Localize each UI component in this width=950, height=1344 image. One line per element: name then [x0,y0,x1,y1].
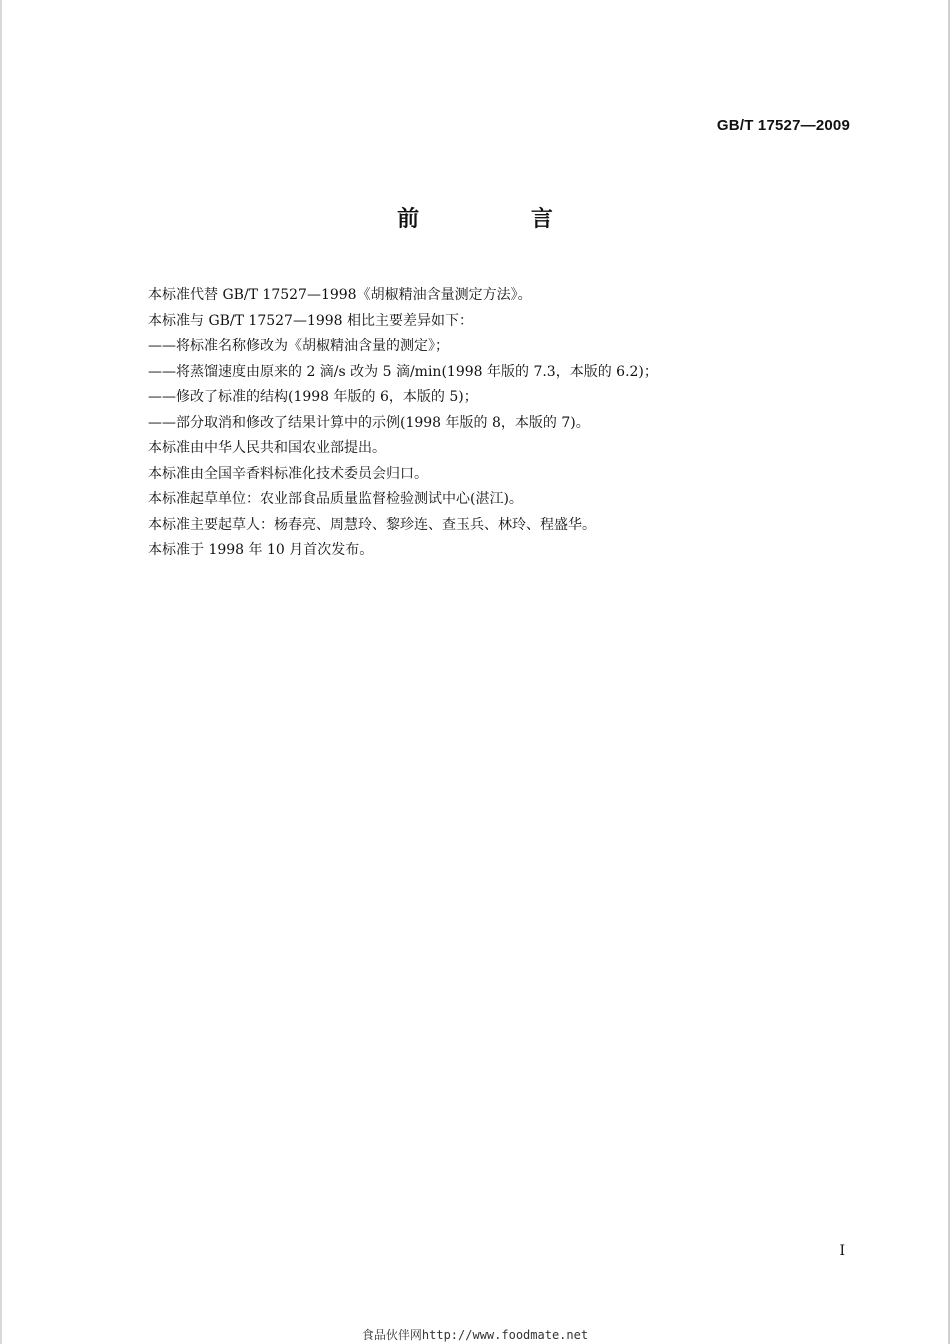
foreword-body [148,283,808,564]
paragraph-proposed-by: 本标准由中华人民共和国农业部提出。 [148,440,386,456]
footer-watermark: 食品伙伴网http://www.foodmate.net [361,1328,589,1342]
list-item-examples: ——部分取消和修改了结果计算中的示例(1998 年版的 8，本版的 7)。 [148,414,590,431]
list-item-title-change: ——将标准名称修改为《胡椒精油含量的测定》； [148,338,449,354]
page-number: I [839,1243,845,1259]
list-item-structure: ——修改了标准的结构(1998 年版的 6，本版的 5)； [148,389,478,405]
paragraph-drafters: 本标准主要起草人：杨春亮、周慧玲、黎珍连、查玉兵、林玲、程盛华。 [148,516,596,533]
list-item-distill-speed: ——将蒸馏速度由原来的 2 滴/s 改为 5 滴/min(1998 年版的 7.3，本版的 6.2)； [148,363,658,380]
paragraph-replaces: 本标准代替 GB/T 17527—1998《胡椒精油含量测定方法》。 [148,287,532,303]
paragraph-managed-by: 本标准由全国辛香料标准化技术委员会归口。 [148,465,428,482]
paragraph-first-issued: 本标准于 1998 年 10 月首次发布。 [148,542,374,558]
section-title: 前 言 [397,207,605,232]
paragraph-drafting-unit: 本标准起草单位：农业部食品质量监督检验测试中心(湛江)。 [148,491,523,507]
paragraph-differences-intro: 本标准与 GB/T 17527—1998 相比主要差异如下： [148,312,474,329]
standard-number: GB/T 17527—2009 [716,117,850,134]
